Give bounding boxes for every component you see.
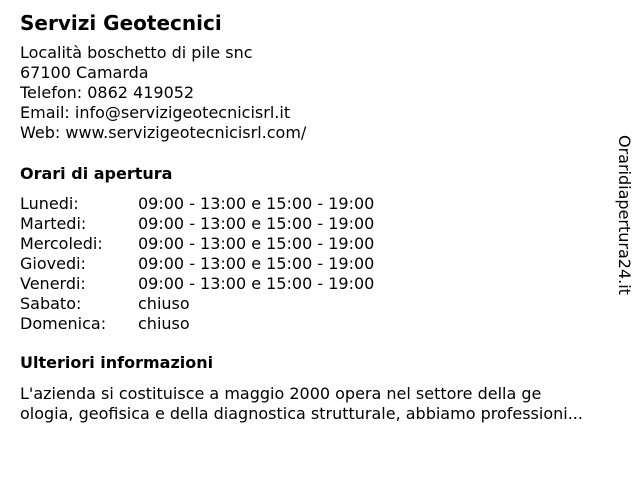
hours-day: Lunedi: (20, 194, 79, 213)
address-line: Località boschetto di pile snc (20, 43, 253, 62)
postal-city-line: 67100 Camarda (20, 63, 149, 82)
hours-day: Giovedi: (20, 254, 86, 273)
hours-time: chiuso (138, 294, 190, 313)
hours-day: Sabato: (20, 294, 82, 313)
opening-hours-heading: Orari di apertura (20, 164, 173, 183)
info-text-line: ologia, geofisica e della diagnostica strutturale, abbiamo professioni... (20, 404, 583, 423)
hours-time: 09:00 - 13:00 e 15:00 - 19:00 (138, 214, 375, 233)
contact-block (20, 43, 306, 143)
hours-day: Mercoledi: (20, 234, 103, 253)
additional-info-text (20, 384, 632, 424)
business-name: Servizi Geotecnici (20, 11, 222, 35)
hours-time: 09:00 - 13:00 e 15:00 - 19:00 (138, 234, 375, 253)
hours-time: 09:00 - 13:00 e 15:00 - 19:00 (138, 274, 375, 293)
brand-watermark (613, 135, 635, 310)
info-text-line: L'azienda si costituisce a maggio 2000 opera nel settore della ge (20, 384, 542, 403)
hours-time: 09:00 - 13:00 e 15:00 - 19:00 (138, 254, 375, 273)
hours-day: Domenica: (20, 314, 107, 333)
hours-time: 09:00 - 13:00 e 15:00 - 19:00 (138, 194, 375, 213)
web-line: Web: www.servizigeotecnicisrl.com/ (20, 123, 307, 142)
hours-day: Venerdi: (20, 274, 86, 293)
hours-day: Martedi: (20, 214, 87, 233)
phone-line: Telefon: 0862 419052 (20, 83, 195, 102)
brand-watermark-text: Oraridiapertura24.it (615, 135, 634, 295)
additional-info-heading: Ulteriori informazioni (20, 353, 214, 372)
email-line: Email: info@servizigeotecnicisrl.it (20, 103, 291, 122)
hours-time: chiuso (138, 314, 190, 333)
